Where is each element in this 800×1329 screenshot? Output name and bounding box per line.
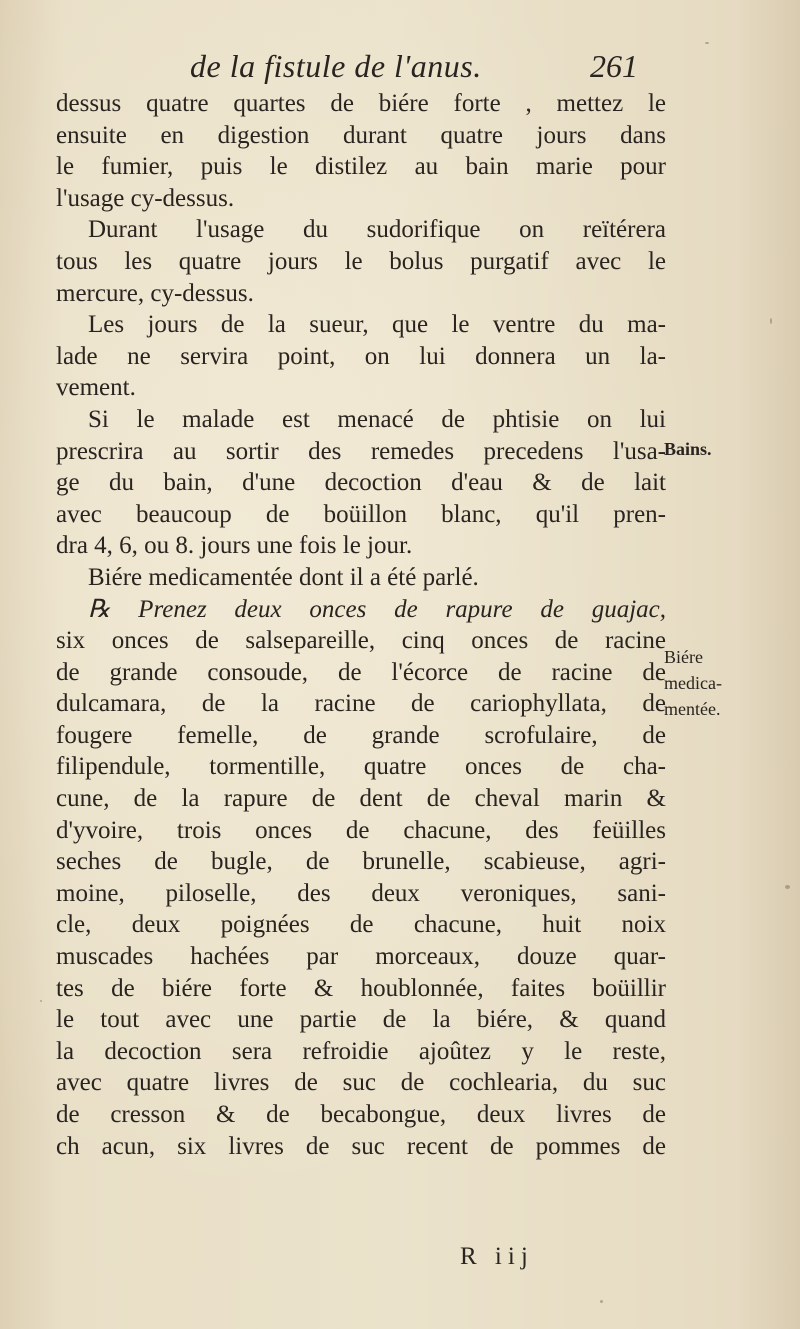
text-line: mercure, cy-dessus. [56,279,254,307]
text-line: de cresson & de becabongue, deux livres de [56,1101,666,1128]
paper-speck [770,318,772,324]
text-line: tes de biére forte & houblonnée, faites boüillir [56,974,666,1002]
text-line: ch acun, six livres de suc recent de pommes de [56,1132,666,1160]
text-line: lade ne servira point, on lui donnera un la- [56,342,666,370]
text-line: moine, pilosellе, des deux veroniques, sani- [56,879,666,907]
margin-note-medica: medica- [664,673,722,693]
text-line: ge du bain, d'une decoction d'eau & de lait [56,469,666,497]
text-line: six onces de salsepareille, cinq onces de racine [56,627,666,655]
paper-speck [40,1000,42,1002]
section-heading: Biére medicamentée dont il a été parlé. [88,563,479,591]
margin-note-bains: Bains. [664,439,712,459]
text-line: prescrira au sortir des remedes precedens l'usa- [56,437,666,465]
text-line: l'usage cy-dessus. [56,184,235,212]
text-line: vement. [56,374,136,402]
text-line: le fumier, puis le distilez au bain marie pour [56,153,666,181]
text-line: dessus quatre quartes de biére forte , mettez le [56,90,666,117]
text-line: avec quatre livres de suc de cochlearia, du suc [56,1069,666,1097]
text-line: Les jours de la sueur, que le ventre du ma- [88,311,666,339]
text-line: cle, deux poignées de chacune, huit noix [56,911,666,939]
running-title: de la fistule de l'anus. [190,48,482,84]
signature-mark: R iij [460,1243,534,1270]
text-line: tous les quatre jours le bolus purgatif avec le [56,247,666,275]
margin-note-mentee: mentée. [664,699,721,719]
paper-speck [785,885,790,889]
text-line: de grande consoude, de l'écorce de racine de [56,658,666,686]
text-line: muscades hachées par morceaux, douze quar- [56,943,666,971]
text-line: le tout avec une partie de la biére, & quand [56,1006,666,1034]
text-line: Si le malade est menacé de phtisie on lui [88,405,666,433]
text-line: cune, de la rapure de dent de cheval marin & [56,785,666,813]
paper-speck [705,42,709,44]
text-line: fougere femelle, de grande scrofulaire, de [56,721,666,749]
text-line: dulcamara, de la racine de cariophyllata, de [56,690,666,718]
text-line: dra 4, 6, ou 8. jours une fois le jour. [56,532,413,560]
recipe-line: ℞ Prenez deux onces de rapure de guajac, [88,595,666,623]
text-line: Durant l'usage du sudorifique on reïtérera [88,216,666,244]
page-number: 261 [590,48,638,84]
body-text [56,88,666,1162]
text-line: ensuite en digestion durant quatre jours dans [56,121,666,149]
paper-speck [600,1300,603,1303]
text-line: la decoction sera refroidie ajoûtez y le reste, [56,1037,666,1065]
text-line: filipendule, tormentille, quatre onces de cha- [56,753,666,781]
page-header [0,44,800,88]
text-line: seches de bugle, de brunelle, scabieuse, agri- [56,848,666,876]
text-line: d'yvoire, trois onces de chacune, des feüilles [56,816,666,844]
text-line: avec beaucoup de boüillon blanc, qu'il pren- [56,500,666,528]
margin-note-biere: Biére [664,647,703,667]
